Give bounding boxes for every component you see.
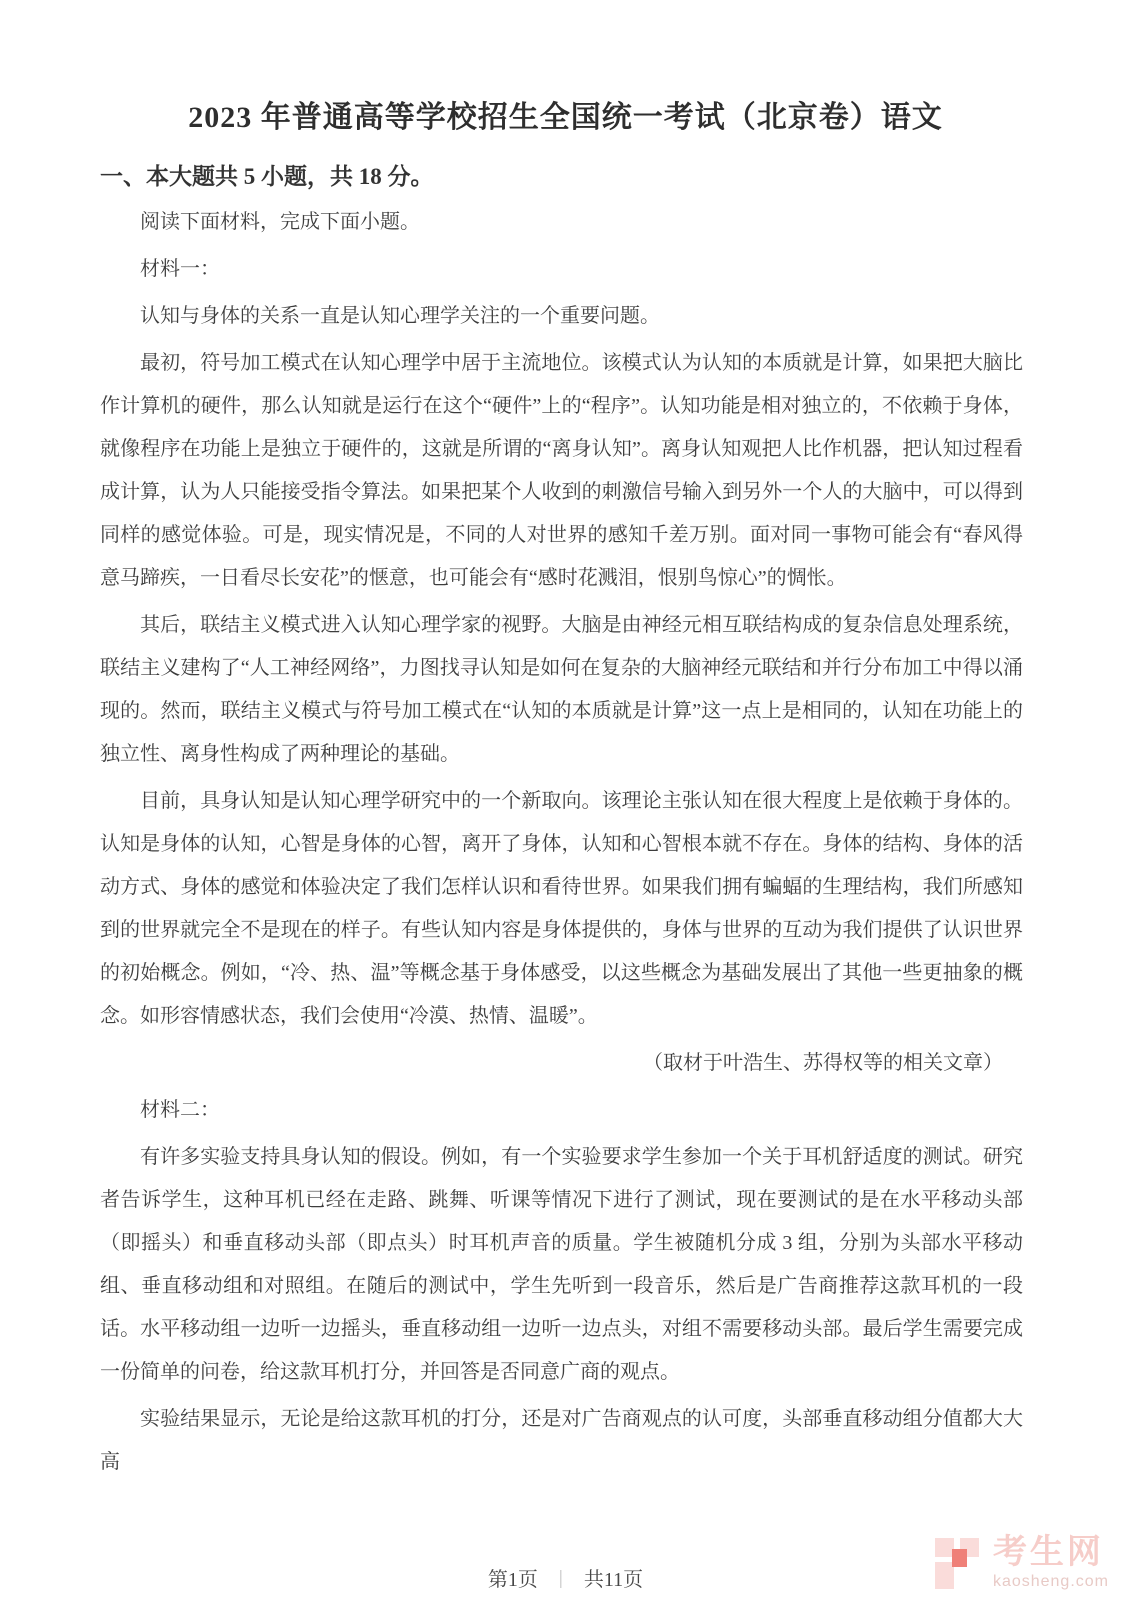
page-title: 2023 年普通高等学校招生全国统一考试（北京卷）语文 — [188, 101, 943, 134]
intro-text: 阅读下面材料，完成下面小题。 — [140, 211, 420, 233]
material2-label: 材料二： — [140, 1099, 220, 1121]
material1-paragraph: 认知与身体的关系一直是认知心理学关注的一个重要问题。 — [140, 305, 660, 327]
section-heading: 一、本大题共 5 小题，共 18 分。 — [100, 164, 434, 189]
logo-block-accent — [952, 1549, 967, 1567]
watermark-domain: kaosheng.com — [992, 1573, 1109, 1590]
footer-separator: ｜ — [551, 1570, 570, 1590]
material1-paragraph: 目前，具身认知是认知心理学研究中的一个新取向。该理论主张认知在很大程度上是依赖于身体的。认知是身体的认知，心智是身体的心智，离开了身体，认知和心智根本就不存在。身体的结构、身体的活动方式、身体的感觉和体验决定了我们怎样认识和看待世界。如果我们拥有蝙蝠的生理结构，我们所感知到的世界就完全不是现在的样子。有些认知内容是身体提供的，身体与世界的互动为我们提供了认识世界的初始概念。例如，“冷、热、温”等概念基于身体感受，以这些概念为基础发展出了其他一些更抽象的概念。如形容情感状态，我们会使用“冷漠、热情、温暖”。 — [100, 790, 1023, 1027]
material2-paragraph: 有许多实验支持具身认知的假设。例如，有一个实验要求学生参加一个关于耳机舒适度的测试。研究者告诉学生，这种耳机已经在走路、跳舞、听课等情况下进行了测试，现在要测试的是在水平移动头部（即摇头）和垂直移动头部（即点头）时耳机声音的质量。学生被随机分成 3 组，分别为头部水平移动组、垂直移动组和对照组。在随后的测试中，学生先听到一段音乐，然后是广告商推荐这款耳机的一段话。水平移动组一边听一边摇头，垂直移动组一边听一边点头，对组不需要移动头部。最后学生需要完成一份简单的问卷，给这款耳机打分，并回答是否同意广商的观点。 — [100, 1146, 1023, 1383]
document-body — [0, 201, 1131, 1484]
material1-paragraph: 最初，符号加工模式在认知心理学中居于主流地位。该模式认为认知的本质就是计算，如果把大脑比作计算机的硬件，那么认知就是运行在这个“硬件”上的“程序”。认知功能是相对独立的，不依赖于身体，就像程序在功能上是独立于硬件的，这就是所谓的“离身认知”。离身认知观把人比作机器，把认知过程看成计算，认为人只能接受指令算法。如果把某个人收到的刺激信号输入到另外一个人的大脑中，可以得到同样的感觉体验。可是，现实情况是，不同的人对世界的感知千差万别。面对同一事物可能会有“春风得意马蹄疾，一日看尽长安花”的惬意，也可能会有“感时花溅泪，恨别鸟惊心”的惆怅。 — [100, 352, 1023, 589]
kaosheng-logo-icon — [935, 1532, 983, 1594]
page-number-total: 共11页 — [583, 1569, 644, 1591]
kaosheng-watermark — [935, 1532, 1109, 1594]
material2-paragraph: 实验结果显示，无论是给这款耳机的打分，还是对广告商观点的认可度，头部垂直移动组分值都大大高 — [100, 1408, 1023, 1473]
watermark-text — [993, 1536, 1109, 1590]
material1-label: 材料一： — [140, 258, 220, 280]
material1-attribution: （取材于叶浩生、苏得权等的相关文章） — [643, 1052, 1003, 1074]
watermark-brand: 考生网 — [992, 1534, 1104, 1571]
material1-paragraph: 其后，联结主义模式进入认知心理学家的视野。大脑是由神经元相互联结构成的复杂信息处理系统，联结主义建构了“人工神经网络”，力图找寻认知是如何在复杂的大脑神经元联结和并行分布加工中得以涌现的。然而，联结主义模式与符号加工模式在“认知的本质就是计算”这一点上是相同的，认知在功能上的独立性、离身性构成了两种理论的基础。 — [100, 614, 1023, 765]
page-number-current: 第1页 — [487, 1569, 538, 1591]
